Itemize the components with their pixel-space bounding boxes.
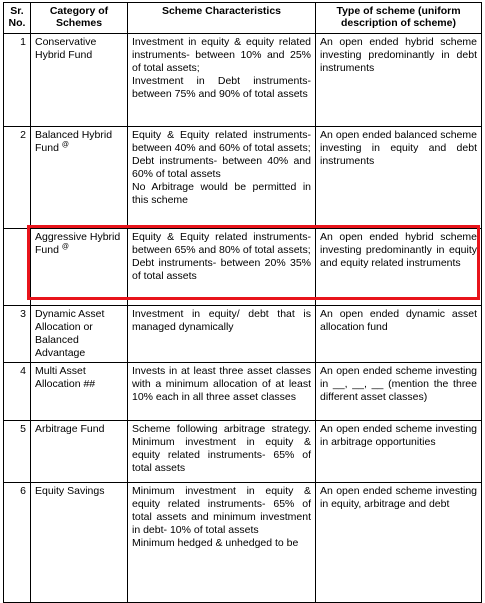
cell-category [31,229,128,306]
cell-characteristics [128,483,316,603]
characteristic-text: Minimum investment in equity & equity related instruments- 65% of total assets and minimum investment in debt- 10% of total assets [132,485,311,536]
cell-characteristics [128,306,316,363]
footnote-mark: @ [61,141,69,149]
category-label: Aggressive Hybrid Fund [35,231,121,256]
cell-characteristics [128,421,316,483]
cell-sr-no [4,229,31,306]
cell-category [31,127,128,229]
cell-scheme-type: An open ended hybrid scheme investing predominantly in equity and equity related instruments [316,229,482,306]
cell-characteristics [128,127,316,229]
cell-sr-no: 6 [4,483,31,603]
characteristic-text: Investment in Debt instruments- between 75% and 90% of total assets [132,75,311,100]
cell-scheme-type: An open ended scheme investing in arbitrage opportunities [316,421,482,483]
cell-sr-no: 4 [4,363,31,421]
characteristic-text: No Arbitrage would be permitted in this scheme [132,181,311,206]
header-characteristics: Scheme Characteristics [128,3,316,34]
cell-scheme-type: An open ended dynamic asset allocation fund [316,306,482,363]
cell-category [31,421,128,483]
characteristic-text: Minimum hedged & unhedged to be [132,537,299,549]
characteristic-text: Debt instruments- between 20% 35% of total assets [132,257,311,282]
table-row [4,421,482,483]
cell-sr-no: 1 [4,34,31,127]
cell-scheme-type: An open ended hybrid scheme investing predominantly in debt instruments [316,34,482,127]
characteristic-text: Equity & Equity related instruments- between 40% and 60% of total assets; [132,129,311,154]
header-row [4,3,482,34]
cell-category [31,34,128,127]
cell-category [31,306,128,363]
table-row [4,229,482,306]
cell-category [31,483,128,603]
header-category: Category of Schemes [31,3,128,34]
table-row [4,306,482,363]
characteristic-text: Investment in equity & equity related instruments- between 10% and 25% of total assets; [132,36,311,74]
header-type: Type of scheme (uniform description of scheme) [316,3,482,34]
header-sr-no: Sr. No. [4,3,31,34]
cell-scheme-type: An open ended balanced scheme investing in equity and debt instruments [316,127,482,229]
cell-sr-no: 2 [4,127,31,229]
characteristic-text: Invests in at least three asset classes with a minimum allocation of at least 10% each in all three asset classes [132,365,311,403]
table-row [4,127,482,229]
cell-characteristics [128,363,316,421]
category-label: Arbitrage Fund [35,423,105,435]
category-label: Multi Asset Allocation ## [35,365,96,390]
characteristic-text: Scheme following arbitrage strategy. Minimum investment in equity & equity related instruments- 65% of total assets [132,423,311,474]
category-label: Equity Savings [35,485,105,497]
cell-sr-no: 5 [4,421,31,483]
cell-scheme-type: An open ended scheme investing in equity, arbitrage and debt [316,483,482,603]
cell-characteristics [128,34,316,127]
cell-characteristics [128,229,316,306]
table-row [4,34,482,127]
table-body [4,34,482,603]
table-row [4,483,482,603]
characteristic-text: Investment in equity/ debt that is managed dynamically [132,308,311,333]
cell-category [31,363,128,421]
table-row [4,363,482,421]
characteristic-text: Debt instruments- between 40% and 60% of total assets [132,155,311,180]
scheme-category-table [3,2,482,603]
footnote-mark: @ [61,243,69,251]
category-label: Dynamic Asset Allocation or Balanced Advantage [35,308,105,359]
category-label: Conservative Hybrid Fund [35,36,97,61]
characteristic-text: Equity & Equity related instruments- between 65% and 80% of total assets; [132,231,311,256]
cell-scheme-type: An open ended scheme investing in __, __, __ (mention the three different asset classes) [316,363,482,421]
cell-sr-no: 3 [4,306,31,363]
category-label: Balanced Hybrid Fund [35,129,113,154]
